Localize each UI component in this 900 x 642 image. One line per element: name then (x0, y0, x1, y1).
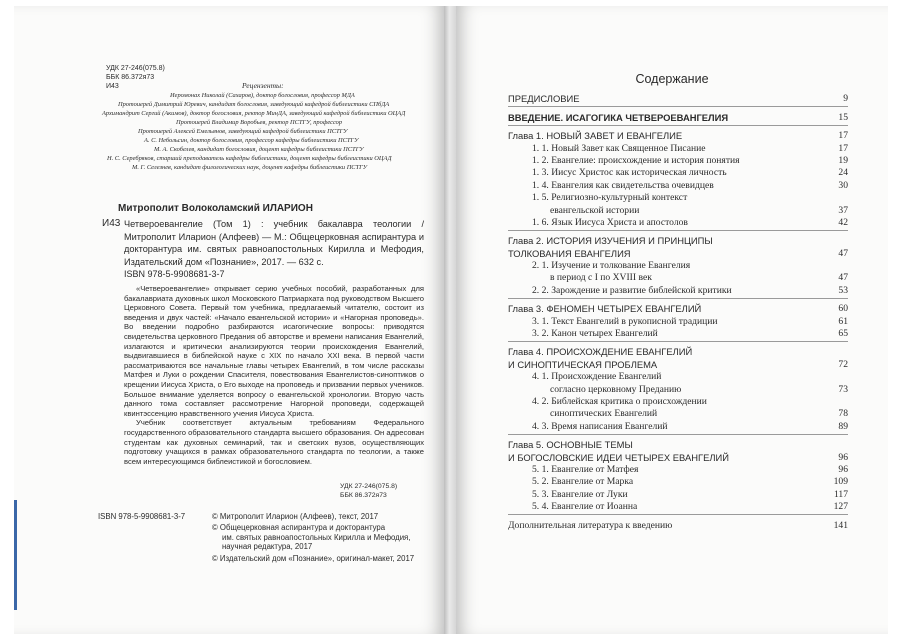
copyright-text: © Издательский дом «Познание», оригинал-макет, 2017 (212, 553, 415, 563)
toc-page-number: 42 (838, 216, 848, 228)
bibliographic-record: Четвероевангелие (Том 1) : учебник бакалавра теологии / Митрополит Иларион (Алфеев) — М.: Общецерковная аспирантура и докторантура им. святых равноапостольных Кирилла и Мефодия, Издательский дом «Познание», 2017. — 632 с. (124, 219, 424, 267)
toc-page-number: 19 (838, 154, 848, 166)
toc-chapter-title: И СИНОПТИЧЕСКАЯ ПРОБЛЕМА (508, 358, 658, 370)
toc-section-title: 1. 4. Евангелия как свидетельства очевидцев (532, 179, 714, 191)
toc-entry-introduction[interactable] (508, 110, 848, 122)
toc-chapters (508, 129, 848, 512)
copyright-text: научная редактура, 2017 (222, 542, 313, 552)
toc-divider (508, 514, 848, 515)
toc-section-title: 5. 2. Евангелие от Марка (532, 476, 634, 488)
reviewer-line: Архимандрит Сергий (Акимов), доктор богословия, ректор МинДА, заведующий кафедрой библеистики ОЦАД (102, 110, 406, 117)
toc-chapter-title: Глава 2. ИСТОРИЯ ИЗУЧЕНИЯ И ПРИНЦИПЫ (508, 235, 713, 247)
toc-section-5-4[interactable] (508, 500, 848, 512)
toc-page-number: 17 (838, 142, 848, 154)
annotation-paragraph: «Четвероевангелие» открывает серию учебных пособий, разработанных для бакалавриата духовных школ Московского Патриархата под руководством Высшего Церковного Совета. Первый том учебника, предлагаемый читателю, состоит из введения и двух частей: «Начало евангельской истории» и «Нагорная проповедь». Во введении подробно разбираются исагогические вопросы: приводятся свидетельства церковного Предания об авторстве и времени написания Евангелий, излагаются и критически анализируются теории происхождения Евангелий, выдвигавшиеся в библейской науке с XIX по начало XXI века. В первой части рассматриваются все начальные главы четырех Евангелий, в том числе рассказы Матфея и Луки о рождении Спасителя, повествования Евангелистов-синоптиков о крещении Иисуса Христа, о Его выходе на проповедь и призвании первых учеников. Большое внимание уделяется вопросу о евангельской хронологии. Вторую часть данного тома составляет рассмотрение Нагорной проповеди, содержащей квинтэссенцию нравственного учения Иисуса Христа. (124, 284, 424, 418)
toc-chapter-5[interactable] (508, 438, 848, 450)
toc-divider (508, 434, 848, 435)
toc-section-1-2[interactable] (508, 154, 848, 166)
toc-section-title: 2. 2. Зарождение и развитие библейской критики (532, 284, 732, 296)
toc-chapter-title: Глава 3. ФЕНОМЕН ЧЕТЫРЕХ ЕВАНГЕЛИЙ (508, 303, 702, 315)
toc-page-number: 117 (833, 488, 848, 500)
toc-page-number: 60 (838, 303, 848, 315)
toc-section-4-1[interactable] (508, 382, 848, 394)
toc-page-number: 89 (838, 420, 848, 432)
toc-page-number: 109 (833, 476, 848, 488)
copyright-block (212, 512, 414, 563)
toc-section-title: согласно церковному Преданию (550, 383, 682, 395)
toc-section-3-2[interactable] (508, 327, 848, 339)
toc-section-title: евангельской истории (550, 204, 640, 216)
toc-page-number: 17 (838, 130, 848, 142)
cover-edge (14, 500, 17, 610)
toc-page-number: 72 (838, 358, 848, 370)
toc-section-title: в период с I по XVIII век (550, 272, 652, 284)
toc-section-3-1[interactable] (508, 314, 848, 326)
copyright-text: им. святых равноапостольных Кирилла и Мефодия, (222, 532, 411, 542)
toc-section-title: 4. 1. Происхождение Евангелий (532, 371, 662, 383)
bbk-line: ББК 86.372я73 (106, 74, 155, 81)
toc-section-4-2[interactable] (508, 407, 848, 419)
right-page-contents (456, 6, 888, 634)
reviewer-line: М. Г. Селезнев, кандидат филологических наук, доцент кафедры библеистики ПСТГУ (132, 164, 368, 171)
toc-page-number: 78 (838, 408, 848, 420)
toc-section-1-4[interactable] (508, 178, 848, 190)
toc-section-title: 1. 6. Язык Иисуса Христа и апостолов (532, 216, 688, 228)
toc-entry-title: ПРЕДИСЛОВИЕ (508, 93, 580, 105)
toc-chapter-3[interactable] (508, 302, 848, 314)
isbn-top: ISBN 978-5-9908681-3-7 (124, 269, 225, 279)
toc-section-title: 1. 3. Иисус Христос как историческая личность (532, 167, 727, 179)
toc-divider (508, 125, 848, 126)
toc-page-number: 53 (838, 284, 848, 296)
copyright-text: © Митрополит Иларион (Алфеев), текст, 2017 (212, 512, 379, 521)
reviewer-line: Протоиерей Димитрий Юревич, кандидат богословия, заведующий кафедрой библеистики СПбДА (118, 101, 390, 108)
toc-section-5-3[interactable] (508, 487, 848, 499)
toc-page-number: 61 (838, 315, 848, 327)
toc-section-title: 3. 2. Канон четырех Евангелий (532, 328, 658, 340)
author-heading: Митрополит Волоколамский ИЛАРИОН (118, 203, 313, 214)
toc-divider (508, 230, 848, 231)
toc-section-title: 1. 2. Евангелие: происхождение и история понятия (532, 154, 740, 166)
toc-section-title: 2. 1. Изучение и толкование Евангелия (532, 260, 691, 272)
toc-entry-additional[interactable] (508, 518, 848, 530)
toc-section-title: 1. 1. Новый Завет как Священное Писание (532, 142, 706, 154)
reviewer-line: М. А. Скобелев, кандидат богословия, доцент кафедры библеистики ПСТГУ (154, 146, 364, 153)
toc-section-1-6[interactable] (508, 216, 848, 228)
toc-section-title: 5. 3. Евангелие от Луки (532, 488, 628, 500)
toc-section-1-1[interactable] (508, 141, 848, 153)
reviewer-line: Н. С. Серебряков, старший преподаватель кафедры библеистики, доцент кафедры библеистики ОЦАД (107, 155, 392, 162)
toc-section-2-1[interactable] (508, 259, 848, 271)
toc-chapter-2[interactable] (508, 234, 848, 246)
toc-chapter-2[interactable] (508, 246, 848, 258)
toc-page-number: 47 (838, 272, 848, 284)
library-code: И43 (102, 218, 121, 229)
toc-section-title: 4. 2. Библейская критика о происхождении (532, 395, 707, 407)
toc-section-2-1[interactable] (508, 271, 848, 283)
toc-entry-preface[interactable] (508, 92, 848, 104)
toc-page-number: 127 (833, 501, 848, 513)
bbk-bottom-line: ББК 86.372я73 (340, 492, 387, 499)
toc-section-2-2[interactable] (508, 283, 848, 295)
toc-chapter-1[interactable] (508, 129, 848, 141)
reviewer-line: Протоиерей Владимир Воробьев, ректор ПСТГУ, профессор (176, 119, 343, 126)
toc-divider (508, 106, 848, 107)
toc-section-title: 4. 3. Время написания Евангелий (532, 420, 668, 432)
toc-section-1-5[interactable] (508, 203, 848, 215)
toc-section-title: 3. 1. Текст Евангелий в рукописной традиции (532, 315, 718, 327)
toc-chapter-title: ТОЛКОВАНИЯ ЕВАНГЕЛИЯ (508, 247, 631, 259)
toc-page-number: 24 (838, 167, 848, 179)
toc-section-5-2[interactable] (508, 475, 848, 487)
toc-page-number: 30 (838, 179, 848, 191)
code-line: И43 (106, 83, 119, 90)
toc-section-1-3[interactable] (508, 166, 848, 178)
toc-page-number: 73 (838, 383, 848, 395)
toc-title: Содержание (635, 72, 709, 86)
toc-entry-title: ВВЕДЕНИЕ. ИСАГОГИКА ЧЕТВЕРОЕВАНГЕЛИЯ (508, 111, 729, 123)
toc-chapter-title: Глава 4. ПРОИСХОЖДЕНИЕ ЕВАНГЕЛИЙ (508, 346, 693, 358)
toc-page-number: 47 (838, 247, 848, 259)
toc-section-5-1[interactable] (508, 463, 848, 475)
toc-section-4-1[interactable] (508, 370, 848, 382)
copyright-text: © Общецерковная аспирантура и докторантура (212, 523, 386, 533)
toc-section-title: 5. 4. Евангелие от Иоанна (532, 501, 638, 513)
toc-divider (508, 298, 848, 299)
toc-chapter-5[interactable] (508, 450, 848, 462)
reviewer-line: Протоиерей Алексей Емельянов, заведующий кафедрой библеистики ПСТГУ (138, 128, 348, 135)
toc-chapter-4[interactable] (508, 345, 848, 357)
toc-chapter-title: И БОГОСЛОВСКИЕ ИДЕИ ЧЕТЫРЕХ ЕВАНГЕЛИЙ (508, 451, 729, 463)
toc-page-number: 37 (838, 204, 848, 216)
toc-section-1-5[interactable] (508, 191, 848, 203)
udk-line: УДК 27-246(075.8) (106, 65, 165, 72)
toc-entry-title: Дополнительная литература к введению (508, 519, 673, 531)
toc-section-title: 1. 5. Религиозно-культурный контекст (532, 192, 688, 204)
toc-section-title: 5. 1. Евангелие от Матфея (532, 463, 639, 475)
toc-chapter-4[interactable] (508, 357, 848, 369)
toc-page-number: 96 (838, 451, 848, 463)
reviewers-title: Рецензенты: (242, 81, 284, 90)
udk-block (106, 64, 165, 91)
toc-chapter-title: Глава 1. НОВЫЙ ЗАВЕТ И ЕВАНГЕЛИЕ (508, 130, 683, 142)
toc-section-4-3[interactable] (508, 419, 848, 431)
toc-chapter-title: Глава 5. ОСНОВНЫЕ ТЕМЫ (508, 439, 633, 451)
toc-section-4-2[interactable] (508, 395, 848, 407)
table-of-contents (508, 92, 848, 531)
toc-page-number: 9 (843, 93, 848, 105)
left-page-imprint (14, 6, 444, 634)
toc-page-number: 96 (838, 463, 848, 475)
isbn-bottom: ISBN 978-5-9908681-3-7 (98, 512, 186, 521)
annotation-paragraph: Учебник соответствует актуальным требованиям Федерального государственного образовательного стандарта высшего образования. Он адресован студентам как духовных семинарий, так и светских вузов, осуществляющих подготовку учащихся в рамках образовательного стандарта по теологии, а также всем интересующимся библеистикой и богословием. (124, 418, 424, 466)
reviewer-line: Иеромонах Николай (Сахаров), доктор богословия, профессор МДА (170, 92, 355, 99)
annotation (124, 284, 424, 466)
toc-section-title: синоптических Евангелий (550, 408, 658, 420)
udk-bottom-line: УДК 27-246(075.8) (340, 483, 398, 490)
toc-page-number: 65 (838, 328, 848, 340)
toc-page-number: 15 (838, 111, 848, 123)
toc-divider (508, 341, 848, 342)
reviewer-line: А. С. Небольсин, доктор богословия, профессор кафедры библеистики ПСТГУ (144, 137, 359, 144)
udk-bottom-block (340, 482, 397, 500)
book-gutter (444, 6, 456, 634)
toc-page-number: 141 (833, 519, 848, 531)
